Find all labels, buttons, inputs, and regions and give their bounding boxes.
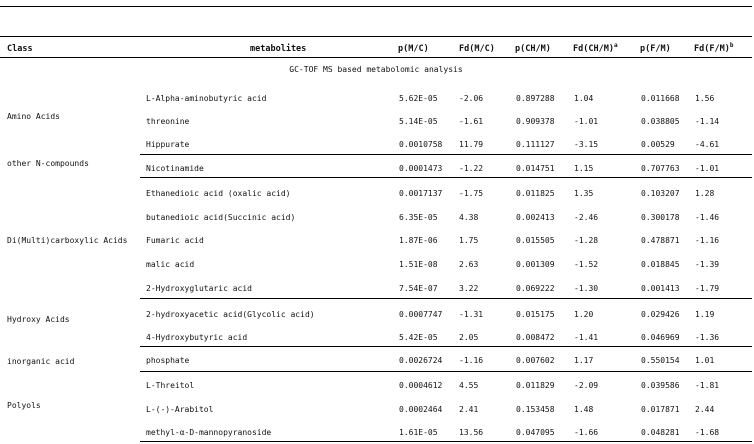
- group-rule: [140, 154, 752, 155]
- cell-p-chm: 0.011825: [516, 189, 555, 198]
- cell-fd-chm: -1.28: [574, 236, 599, 245]
- cell-fd-fm: 1.19: [695, 310, 715, 319]
- cell-fd-chm: -1.52: [574, 260, 599, 269]
- class-label: Amino Acids: [7, 112, 60, 121]
- metabolite-name: L-(-)-Arabitol: [146, 405, 214, 414]
- header-p-chm: p(CH/M): [515, 44, 551, 54]
- cell-fd-chm: 1.04: [574, 94, 594, 103]
- cell-p-fm: 0.300178: [641, 213, 680, 222]
- cell-p-mc: 0.0026724: [399, 356, 443, 365]
- cell-fd-mc: -1.61: [459, 117, 484, 126]
- cell-fd-chm: -1.01: [574, 117, 599, 126]
- footnote-b: b: [729, 42, 734, 50]
- cell-fd-chm: -1.30: [574, 284, 599, 293]
- group-rule: [140, 298, 752, 299]
- metabolite-name: 2-Hydroxyglutaric acid: [146, 284, 252, 293]
- cell-fd-chm: -2.09: [574, 381, 599, 390]
- cell-fd-fm: -1.14: [695, 117, 720, 126]
- cell-fd-fm: -1.01: [695, 164, 720, 173]
- bottom-rule: [140, 441, 752, 442]
- class-label: Hydroxy Acids: [7, 315, 70, 324]
- cell-fd-mc: 13.56: [459, 428, 484, 437]
- class-label: other N-compounds: [7, 159, 89, 168]
- group-rule: [140, 177, 752, 178]
- header-fd-fm-label: Fd(F/M): [694, 44, 730, 54]
- cell-p-fm: 0.00529: [641, 140, 675, 149]
- cell-p-chm: 0.015175: [516, 310, 555, 319]
- cell-fd-chm: -2.46: [574, 213, 599, 222]
- cell-p-fm: 0.707763: [641, 164, 680, 173]
- cell-p-mc: 0.0010758: [399, 140, 443, 149]
- section-title: GC-TOF MS based metabolomic analysis: [289, 65, 463, 74]
- cell-p-fm: 0.017871: [641, 405, 680, 414]
- cell-p-chm: 0.011829: [516, 381, 555, 390]
- header-top-rule: [0, 36, 752, 37]
- metabolite-name: L-Threitol: [146, 381, 195, 390]
- header-p-fm: p(F/M): [640, 44, 671, 54]
- cell-p-mc: 5.62E-05: [399, 94, 438, 103]
- header-metabolites: metabolites: [250, 44, 307, 54]
- cell-p-mc: 1.87E-06: [399, 236, 438, 245]
- cell-fd-fm: -1.81: [695, 381, 720, 390]
- cell-fd-chm: 1.17: [574, 356, 594, 365]
- group-rule: [140, 371, 752, 372]
- metabolite-name: Fumaric acid: [146, 236, 204, 245]
- cell-fd-fm: 1.56: [695, 94, 715, 103]
- cell-p-mc: 0.0007747: [399, 310, 443, 319]
- header-fd-chm-label: Fd(CH/M): [573, 44, 614, 54]
- cell-fd-fm: -1.79: [695, 284, 720, 293]
- cell-p-fm: 0.048281: [641, 428, 680, 437]
- cell-fd-fm: -1.16: [695, 236, 720, 245]
- cell-p-mc: 0.0017137: [399, 189, 443, 198]
- group-rule: [140, 346, 752, 347]
- cell-fd-chm: -1.66: [574, 428, 599, 437]
- cell-fd-mc: 2.05: [459, 333, 479, 342]
- cell-fd-mc: -1.16: [459, 356, 484, 365]
- metabolite-name: Ethanedioic acid (oxalic acid): [146, 189, 291, 198]
- cell-fd-mc: -1.31: [459, 310, 484, 319]
- cell-fd-fm: -4.61: [695, 140, 720, 149]
- cell-p-mc: 5.42E-05: [399, 333, 438, 342]
- cell-fd-chm: 1.48: [574, 405, 594, 414]
- cell-p-chm: 0.153458: [516, 405, 555, 414]
- header-fd-mc: Fd(M/C): [459, 44, 495, 54]
- header-fd-chm: [573, 44, 618, 54]
- metabolite-name: methyl-α-D-mannopyranoside: [146, 428, 272, 437]
- cell-p-chm: 0.069222: [516, 284, 555, 293]
- metabolite-name: L-Alpha-aminobutyric acid: [146, 94, 267, 103]
- cell-fd-fm: -1.39: [695, 260, 720, 269]
- cell-fd-mc: 4.38: [459, 213, 479, 222]
- cell-p-chm: 0.001309: [516, 260, 555, 269]
- cell-p-mc: 5.14E-05: [399, 117, 438, 126]
- cell-p-fm: 0.011668: [641, 94, 680, 103]
- cell-p-fm: 0.550154: [641, 356, 680, 365]
- cell-p-chm: 0.015505: [516, 236, 555, 245]
- metabolite-name: butanedioic acid(Succinic acid): [146, 213, 296, 222]
- cell-p-fm: 0.478871: [641, 236, 680, 245]
- footnote-a: a: [613, 42, 618, 50]
- cell-fd-chm: -1.41: [574, 333, 599, 342]
- cell-fd-mc: 4.55: [459, 381, 479, 390]
- cell-fd-fm: -1.68: [695, 428, 720, 437]
- cell-p-mc: 0.0002464: [399, 405, 443, 414]
- cell-fd-fm: 1.01: [695, 356, 715, 365]
- metabolite-name: Hippurate: [146, 140, 190, 149]
- cell-fd-chm: 1.35: [574, 189, 594, 198]
- metabolite-name: malic acid: [146, 260, 195, 269]
- cell-fd-fm: -1.46: [695, 213, 720, 222]
- header-class: Class: [7, 44, 33, 54]
- top-rule: [0, 6, 752, 7]
- cell-fd-mc: -2.06: [459, 94, 484, 103]
- metabolite-name: 2-hydroxyacetic acid(Glycolic acid): [146, 310, 315, 319]
- metabolite-name: Nicotinamide: [146, 164, 204, 173]
- cell-fd-mc: -1.22: [459, 164, 484, 173]
- cell-p-mc: 1.61E-05: [399, 428, 438, 437]
- cell-p-chm: 0.007602: [516, 356, 555, 365]
- class-label: inorganic acid: [7, 357, 75, 366]
- cell-fd-mc: 1.75: [459, 236, 479, 245]
- cell-fd-chm: -3.15: [574, 140, 599, 149]
- cell-p-chm: 0.002413: [516, 213, 555, 222]
- cell-fd-fm: 1.28: [695, 189, 715, 198]
- cell-p-chm: 0.909378: [516, 117, 555, 126]
- cell-fd-mc: -1.75: [459, 189, 484, 198]
- cell-p-fm: 0.046969: [641, 333, 680, 342]
- header-fd-fm: [694, 44, 733, 54]
- header-bottom-rule: [0, 57, 752, 58]
- cell-p-mc: 6.35E-05: [399, 213, 438, 222]
- cell-fd-fm: 2.44: [695, 405, 715, 414]
- cell-p-fm: 0.103207: [641, 189, 680, 198]
- cell-p-mc: 1.51E-08: [399, 260, 438, 269]
- cell-fd-chm: 1.20: [574, 310, 594, 319]
- cell-p-mc: 7.54E-07: [399, 284, 438, 293]
- metabolite-name: 4-Hydroxybutyric acid: [146, 333, 248, 342]
- class-label: Polyols: [7, 401, 41, 410]
- cell-p-fm: 0.018845: [641, 260, 680, 269]
- cell-p-fm: 0.029426: [641, 310, 680, 319]
- cell-fd-chm: 1.15: [574, 164, 594, 173]
- cell-p-chm: 0.008472: [516, 333, 555, 342]
- header-p-mc: p(M/C): [398, 44, 429, 54]
- cell-p-chm: 0.047095: [516, 428, 555, 437]
- cell-p-fm: 0.038805: [641, 117, 680, 126]
- cell-p-fm: 0.039586: [641, 381, 680, 390]
- class-label: Di(Multi)carboxylic Acids: [7, 236, 128, 245]
- metabolite-name: phosphate: [146, 356, 190, 365]
- cell-p-chm: 0.014751: [516, 164, 555, 173]
- cell-p-mc: 0.0001473: [399, 164, 443, 173]
- cell-p-chm: 0.897288: [516, 94, 555, 103]
- cell-fd-mc: 3.22: [459, 284, 479, 293]
- cell-p-fm: 0.001413: [641, 284, 680, 293]
- metabolite-name: threonine: [146, 117, 190, 126]
- cell-fd-fm: -1.36: [695, 333, 720, 342]
- cell-fd-mc: 2.41: [459, 405, 479, 414]
- cell-fd-mc: 2.63: [459, 260, 479, 269]
- cell-p-chm: 0.111127: [516, 140, 555, 149]
- cell-fd-mc: 11.79: [459, 140, 484, 149]
- cell-p-mc: 0.0004612: [399, 381, 443, 390]
